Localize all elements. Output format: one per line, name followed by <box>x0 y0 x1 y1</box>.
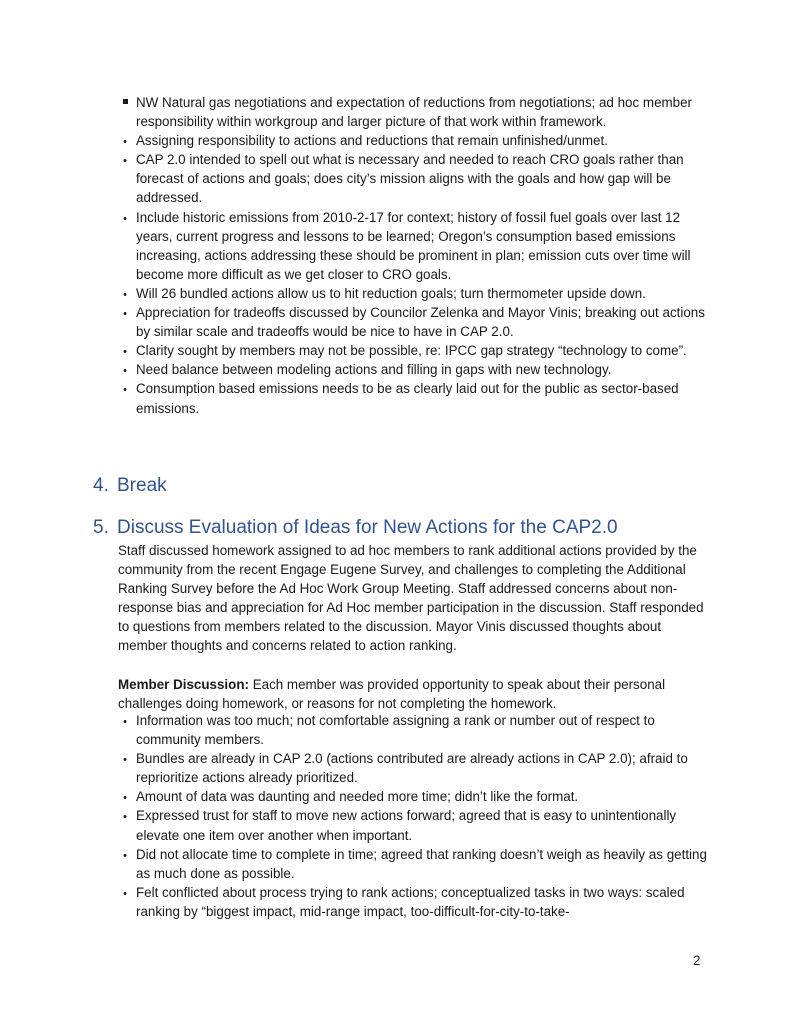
bullet-icon <box>118 883 132 904</box>
bullet-icon <box>118 303 132 324</box>
list-item-text: Need balance between modeling actions and filling in gaps with new technology. <box>136 362 612 378</box>
section-title: Break <box>117 475 167 496</box>
list-item-text: Assigning responsibility to actions and reductions that remain unfinished/unmet. <box>136 133 608 149</box>
member-discussion-text: Each member was provided opportunity to speak about their personal challenges doing homework, or reasons for not completing the homework. <box>118 677 666 712</box>
list-item <box>118 787 708 806</box>
list-item-text: Information was too much; not comfortable assigning a rank or number out of respect to community members. <box>136 713 655 748</box>
list-item-text: NW Natural gas negotiations and expectation of reductions from negotiations; ad hoc member responsibility within workgroup and larger picture of that work within framework. <box>136 95 693 130</box>
member-comments-list <box>118 711 708 921</box>
member-discussion-paragraph <box>118 675 710 713</box>
list-item <box>118 93 708 131</box>
list-item-text: Appreciation for tradeoffs discussed by Councilor Zelenka and Mayor Vinis; breaking out actions by similar scale and tradeoffs would be nice to have in CAP 2.0. <box>136 305 705 340</box>
bullet-icon <box>118 208 132 229</box>
bullet-icon <box>118 711 132 732</box>
bullet-icon <box>118 806 132 827</box>
bullet-icon <box>118 150 132 171</box>
bullet-icon <box>118 341 132 362</box>
discussion-bullet-list <box>118 93 708 418</box>
list-item-text: Consumption based emissions needs to be as clearly laid out for the public as sector-based emissions. <box>136 381 679 416</box>
section-number: 4. <box>93 475 109 496</box>
list-item <box>118 284 708 303</box>
list-item <box>118 360 708 379</box>
list-item-text: Will 26 bundled actions allow us to hit reduction goals; turn thermometer upside down. <box>136 285 646 301</box>
bullet-icon <box>118 845 132 866</box>
list-item-text: Felt conflicted about process trying to rank actions; conceptualized tasks in two ways: scaled ranking by “biggest impact, mid-range impact, too-difficult-for-city-to-take- <box>136 884 685 919</box>
bullet-icon <box>118 360 132 381</box>
section-title: Discuss Evaluation of Ideas for New Actions for the CAP2.0 <box>117 517 618 538</box>
list-item-text: Amount of data was daunting and needed more time; didn’t like the format. <box>136 789 579 805</box>
list-item-text: CAP 2.0 intended to spell out what is necessary and needed to reach CRO goals rather than forecast of actions and goals; does city’s mission aligns with the goals and how gap will be addressed. <box>136 152 684 206</box>
list-item <box>118 806 708 844</box>
list-item-text: Clarity sought by members may not be possible, re: IPCC gap strategy “technology to come”. <box>136 343 687 359</box>
list-item <box>118 845 708 883</box>
bullet-icon <box>118 379 132 400</box>
bullet-icon <box>118 787 132 808</box>
list-item <box>118 341 708 360</box>
member-discussion-label: Member Discussion: <box>118 677 249 692</box>
list-item <box>118 749 708 787</box>
bullet-icon <box>118 284 132 305</box>
list-item <box>118 379 708 417</box>
section-heading-evaluation <box>93 516 618 540</box>
page-number: 2 <box>693 953 701 968</box>
bullet-icon <box>118 131 132 152</box>
section-number: 5. <box>93 517 109 538</box>
list-item <box>118 131 708 150</box>
list-item <box>118 208 708 284</box>
square-bullet-icon <box>118 93 132 112</box>
list-item-text: Bundles are already in CAP 2.0 (actions contributed are already actions in CAP 2.0); afraid to reprioritize actions already prioritized. <box>136 751 688 786</box>
list-item-text: Did not allocate time to complete in time; agreed that ranking doesn’t weigh as heavily as getting as much done as possible. <box>136 846 707 881</box>
list-item-text: Expressed trust for staff to move new actions forward; agreed that is easy to unintentionally elevate one item over another when important. <box>136 808 677 843</box>
list-item <box>118 303 708 341</box>
section-heading-break <box>93 474 167 498</box>
list-item-text: Include historic emissions from 2010-2-17 for context; history of fossil fuel goals over last 12 years, current progress and lessons to be learned; Oregon’s consumption based emissions increasing, actions addressing these should be prominent in plan; emission cuts over time will become more difficult as we get closer to CRO goals. <box>136 209 691 282</box>
list-item <box>118 711 708 749</box>
bullet-icon <box>118 749 132 770</box>
list-item <box>118 150 708 207</box>
list-item <box>118 883 708 921</box>
staff-discussion-paragraph: Staff discussed homework assigned to ad hoc members to rank additional actions provided by the community from the recent Engage Eugene Survey, and challenges to completing the Additional Ranking Survey before the Ad Hoc Work Group Meeting. Staff addressed concerns about non-response bias and appreciation for Ad Hoc member participation in the discussion. Staff responded to questions from members related to the discussion. Mayor Vinis discussed thoughts about member thoughts and concerns related to action ranking. <box>118 543 704 654</box>
